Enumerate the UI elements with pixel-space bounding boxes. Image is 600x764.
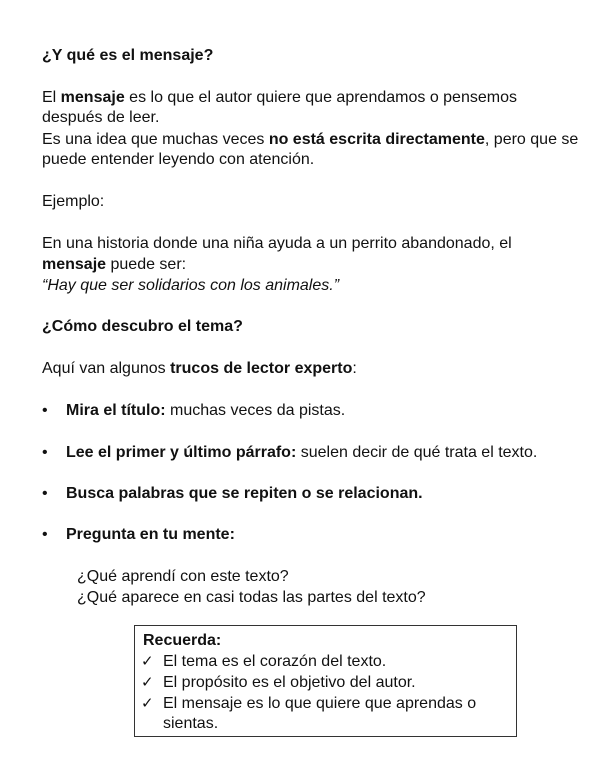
recuerda-title: Recuerda: xyxy=(143,632,222,649)
checkmark-icon: ✓ xyxy=(141,674,154,691)
recuerda-item-continuation: sientas. xyxy=(163,715,219,732)
checkmark-icon: ✓ xyxy=(141,653,154,670)
bullet-icon: • xyxy=(42,485,48,502)
recuerda-item: El tema es el corazón del texto. xyxy=(163,653,387,670)
checkmark-icon: ✓ xyxy=(141,695,154,712)
example-line1: En una historia donde una niña ayuda a un perrito abandonado, el xyxy=(42,235,512,252)
tips-intro: Aquí van algunos trucos de lector experto: xyxy=(42,360,357,377)
example-line2: mensaje puede ser: xyxy=(42,256,187,273)
example-quote: “Hay que ser solidarios con los animales.” xyxy=(42,277,340,294)
message-definition-line2: después de leer. xyxy=(42,109,160,126)
tip-item: Lee el primer y último párrafo: suelen decir de qué trata el texto. xyxy=(66,444,538,461)
tip-item: Pregunta en tu mente: xyxy=(66,526,235,543)
question-item: ¿Qué aprendí con este texto? xyxy=(77,568,289,585)
example-label: Ejemplo: xyxy=(42,193,105,210)
question-item: ¿Qué aparece en casi todas las partes del texto? xyxy=(77,589,426,606)
bullet-icon: • xyxy=(42,444,48,461)
tip-item: Busca palabras que se repiten o se relacionan. xyxy=(66,485,423,502)
recuerda-item: El propósito es el objetivo del autor. xyxy=(163,674,416,691)
message-explanation-line2: puede entender leyendo con atención. xyxy=(42,151,315,168)
bullet-icon: • xyxy=(42,402,48,419)
message-definition-line1: El mensaje es lo que el autor quiere que aprendamos o pensemos xyxy=(42,89,517,106)
recuerda-box xyxy=(134,625,517,737)
tip-item: Mira el título: muchas veces da pistas. xyxy=(66,402,346,419)
recuerda-item: El mensaje es lo que quiere que aprendas o xyxy=(163,695,477,712)
message-explanation-line1: Es una idea que muchas veces no está escrita directamente, pero que se xyxy=(42,131,579,148)
message-heading: ¿Y qué es el mensaje? xyxy=(42,47,214,64)
tema-heading: ¿Cómo descubro el tema? xyxy=(42,318,243,335)
bullet-icon: • xyxy=(42,526,48,543)
